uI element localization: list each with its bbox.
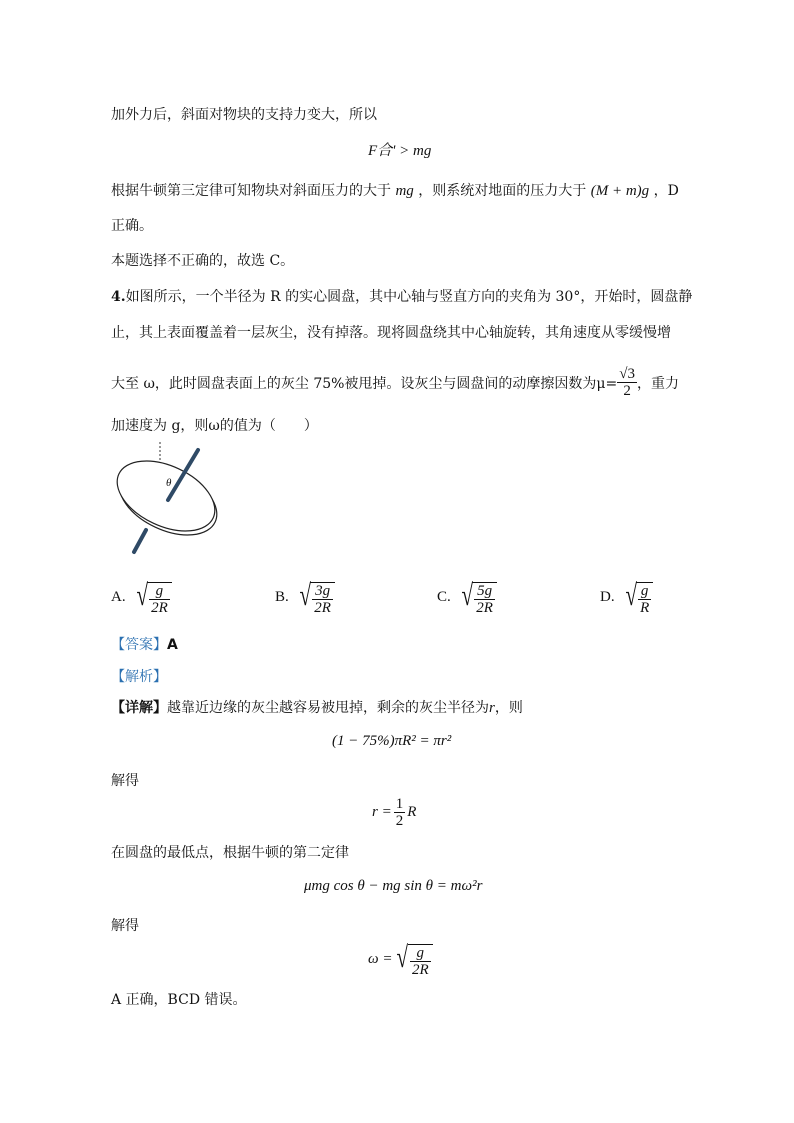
answer-line [111, 634, 178, 654]
option-a-sqrt [134, 578, 172, 616]
option-b-den: 2R [314, 600, 331, 616]
option-d-num: g [638, 583, 651, 600]
sqrt-sign-icon: √ [461, 579, 473, 612]
text-line-third-law [111, 180, 679, 200]
question-text-3a: 大至 ω，此时圆盘表面上的灰尘 75%被甩掉。设灰尘与圆盘间的动摩擦因数为μ= [111, 375, 618, 392]
question-line-1 [111, 286, 692, 306]
disk-figure [108, 440, 228, 560]
detail-text-1: 越靠近边缘的灰尘越容易被甩掉，剩余的灰尘半径为 [167, 700, 489, 716]
question-number: 4. [111, 289, 126, 305]
term-total-mass: (M + m)g [590, 183, 650, 199]
option-a-num: g [149, 583, 170, 600]
eq-radius-num: 1 [395, 796, 404, 812]
eq-radius-right: R [407, 804, 417, 820]
text-line-choose-c: 本题选择不正确的，故选 C。 [111, 253, 295, 269]
equation-net-force: F合' > mg [368, 143, 432, 159]
term-r: r [489, 700, 495, 716]
eq-radius-fraction [394, 796, 406, 829]
option-c-den: 2R [476, 600, 493, 616]
detail-jiede-2: 解得 [111, 918, 139, 934]
detail-text-1-end: ，则 [494, 700, 523, 716]
equation-newton: μmg cos θ − mg sin θ = mω²r [304, 878, 483, 894]
detail-line-1 [111, 697, 523, 717]
equation-omega [368, 940, 433, 978]
eq-omega-num: g [410, 945, 431, 962]
text-line-correct: 正确。 [111, 218, 153, 234]
equation-area: (1 − 75%)πR² = πr² [332, 733, 452, 749]
answer-value: A [167, 637, 178, 653]
option-d-sqrt [623, 578, 654, 616]
option-b-sqrt [297, 578, 335, 616]
question-text-3b: ，重力 [637, 375, 679, 392]
eq-omega-sqrt [394, 940, 432, 978]
question-line-3 [111, 366, 679, 399]
option-c[interactable] [437, 578, 497, 616]
detail-jiede-1: 解得 [111, 773, 139, 789]
detail-tag: 【详解】 [111, 700, 167, 716]
answer-tag: 【答案】 [111, 637, 167, 653]
text-third-law-b: ，则系统对地面的压力大于 [418, 183, 587, 199]
option-b-num: 3g [312, 583, 333, 600]
theta-label: θ [166, 477, 172, 489]
eq-omega-den: 2R [411, 962, 429, 978]
eq-radius-left: r = [372, 804, 392, 820]
option-b-label: B. [275, 588, 289, 605]
option-b[interactable] [275, 578, 335, 616]
option-a-label: A. [111, 588, 126, 605]
question-line-2: 止，其上表面覆盖着一层灰尘，没有掉落。现将圆盘绕其中心轴旋转，其角速度从零缓慢增 [111, 325, 671, 341]
mu-denominator: 2 [623, 383, 631, 399]
option-a[interactable] [111, 578, 172, 616]
conclusion-line: A 正确，BCD 错误。 [111, 992, 247, 1008]
mu-numerator: √3 [619, 366, 635, 382]
option-d-label: D. [600, 588, 615, 605]
sqrt-sign-icon: √ [136, 579, 148, 612]
option-c-sqrt [459, 578, 497, 616]
text-third-law-a: 根据牛顿第三定律可知物块对斜面压力的大于 [111, 183, 391, 199]
option-d-den: R [640, 600, 650, 616]
eq-omega-left: ω = [368, 950, 393, 967]
text-line-support-force: 加外力后，斜面对物块的支持力变大，所以 [111, 107, 377, 123]
question-text-1: 如图所示，一个半径为 R 的实心圆盘，其中心轴与竖直方向的夹角为 30°，开始时，圆盘静 [125, 289, 693, 305]
option-a-den: 2R [151, 600, 168, 616]
question-line-4: 加速度为 g，则ω的值为（ ） [111, 418, 318, 434]
sqrt-sign-icon: √ [396, 941, 409, 974]
detail-line-2: 在圆盘的最低点，根据牛顿的第二定律 [111, 845, 349, 861]
option-d[interactable] [600, 578, 653, 616]
sqrt-sign-icon: √ [625, 579, 637, 612]
term-mg: mg [395, 183, 414, 199]
option-c-num: 5g [474, 583, 495, 600]
analysis-tag: 【解析】 [111, 669, 167, 685]
options-row [111, 578, 671, 622]
sqrt-sign-icon: √ [299, 579, 311, 612]
axis-lower [134, 530, 146, 552]
text-third-law-c: ，D [653, 183, 679, 199]
option-c-label: C. [437, 588, 451, 605]
equation-radius [372, 796, 416, 829]
mu-fraction [617, 366, 637, 399]
eq-radius-den: 2 [395, 813, 404, 829]
